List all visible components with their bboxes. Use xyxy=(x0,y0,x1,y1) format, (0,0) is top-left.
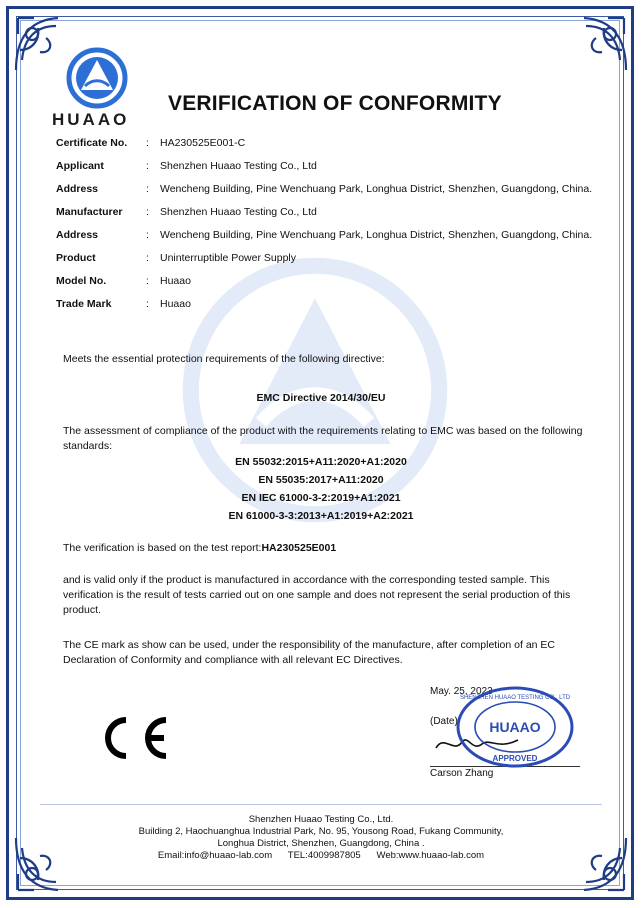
logo-wordmark: HUAAO xyxy=(52,110,130,129)
field-label: Trade Mark xyxy=(56,298,112,310)
signatory-name: Carson Zhang xyxy=(430,768,494,779)
footer-divider xyxy=(40,804,602,805)
field-applicant: Applicant : Shenzhen Huaao Testing Co., Ltd xyxy=(56,159,596,174)
field-label: Product xyxy=(56,252,96,264)
svg-text:HUAAO: HUAAO xyxy=(489,719,541,735)
field-manufacturer-address: Address : Wencheng Building, Pine Wenchuang Park, Longhua District, Shenzhen, Guangdong, China. xyxy=(56,228,596,243)
footer-contact: Email:info@huaao-lab.com TEL:4009987805 Web:www.huaao-lab.com xyxy=(157,850,485,861)
signature-date: May. 25, 2023 xyxy=(430,686,493,697)
field-certificate-no: Certificate No. : HA230525E001-C xyxy=(56,136,596,151)
field-value: Uninterruptible Power Supply xyxy=(160,252,296,264)
directive-name: EMC Directive 2014/30/EU xyxy=(256,392,386,404)
field-value: Shenzhen Huaao Testing Co., Ltd xyxy=(160,160,317,172)
svg-text:SHENZHEN HUAAO TESTING CO., LT: SHENZHEN HUAAO TESTING CO., LTD xyxy=(459,695,571,701)
svg-text:APPROVED: APPROVED xyxy=(492,754,538,763)
certificate-fields xyxy=(56,136,596,320)
verification-line xyxy=(63,541,593,556)
report-number: HA230525E001 xyxy=(261,542,337,554)
assessment-text: The assessment of compliance of the product with the requirements relating to EMC was based on the following standards: xyxy=(63,425,583,452)
verification-prefix: The verification is based on the test report: xyxy=(63,542,262,554)
field-value: HA230525E001-C xyxy=(160,137,246,149)
field-value: Wencheng Building, Pine Wenchuang Park, Longhua District, Shenzhen, Guangdong, China. xyxy=(160,229,593,241)
company-seal-stamp xyxy=(455,685,575,769)
field-value: Huaao xyxy=(160,298,191,310)
standard-item: EN IEC 61000-3-2:2019+A1:2021 xyxy=(241,492,401,504)
footer-address-line1: Building 2, Haochuanghua Industrial Park, No. 95, Yousong Road, Fukang Community, xyxy=(138,826,504,837)
certificate-title: VERIFICATION OF CONFORMITY xyxy=(168,92,502,115)
standard-item: EN 55035:2017+A11:2020 xyxy=(258,474,384,486)
field-value: Shenzhen Huaao Testing Co., Ltd xyxy=(160,206,317,218)
field-label: Address xyxy=(56,229,99,241)
validity-text: and is valid only if the product is manufactured in accordance with the corresponding tested sample. This verification is the result of tests carried out on one sample and does not represent the serial production of this product. xyxy=(63,574,571,616)
standard-item: EN 55032:2015+A11:2020+A1:2020 xyxy=(235,456,407,468)
field-label: Certificate No. xyxy=(56,137,128,149)
field-label: Applicant xyxy=(56,160,104,172)
field-manufacturer: Manufacturer : Shenzhen Huaao Testing Co., Ltd xyxy=(56,205,596,220)
field-trade-mark: Trade Mark : Huaao xyxy=(56,297,596,312)
corner-ornament-top-right xyxy=(562,10,632,80)
field-label: Address xyxy=(56,183,99,195)
field-value: Huaao xyxy=(160,275,191,287)
field-applicant-address: Address : Wencheng Building, Pine Wenchuang Park, Longhua District, Shenzhen, Guangdong, China. xyxy=(56,182,596,197)
field-label: Manufacturer xyxy=(56,206,123,218)
date-label: (Date) xyxy=(430,716,458,727)
footer-address-line2: Longhua District, Shenzhen, Guangdong, China . xyxy=(217,838,425,849)
field-product: Product : Uninterruptible Power Supply xyxy=(56,251,596,266)
field-model-no: Model No. : Huaao xyxy=(56,274,596,289)
footer-company: Shenzhen Huaao Testing Co., Ltd. xyxy=(248,814,394,825)
ce-mark-icon xyxy=(96,712,176,764)
ce-mark-text: The CE mark as show can be used, under the responsibility of the manufacture, after completion of an EC Declaration of Conformity and compliance with all relevant EC Directives. xyxy=(63,639,556,666)
directive-intro: Meets the essential protection requirements of the following directive: xyxy=(63,353,385,365)
standard-item: EN 61000-3-3:2013+A1:2019+A2:2021 xyxy=(228,510,414,522)
field-value: Wencheng Building, Pine Wenchuang Park, Longhua District, Shenzhen, Guangdong, China. xyxy=(160,183,593,195)
field-label: Model No. xyxy=(56,275,107,287)
